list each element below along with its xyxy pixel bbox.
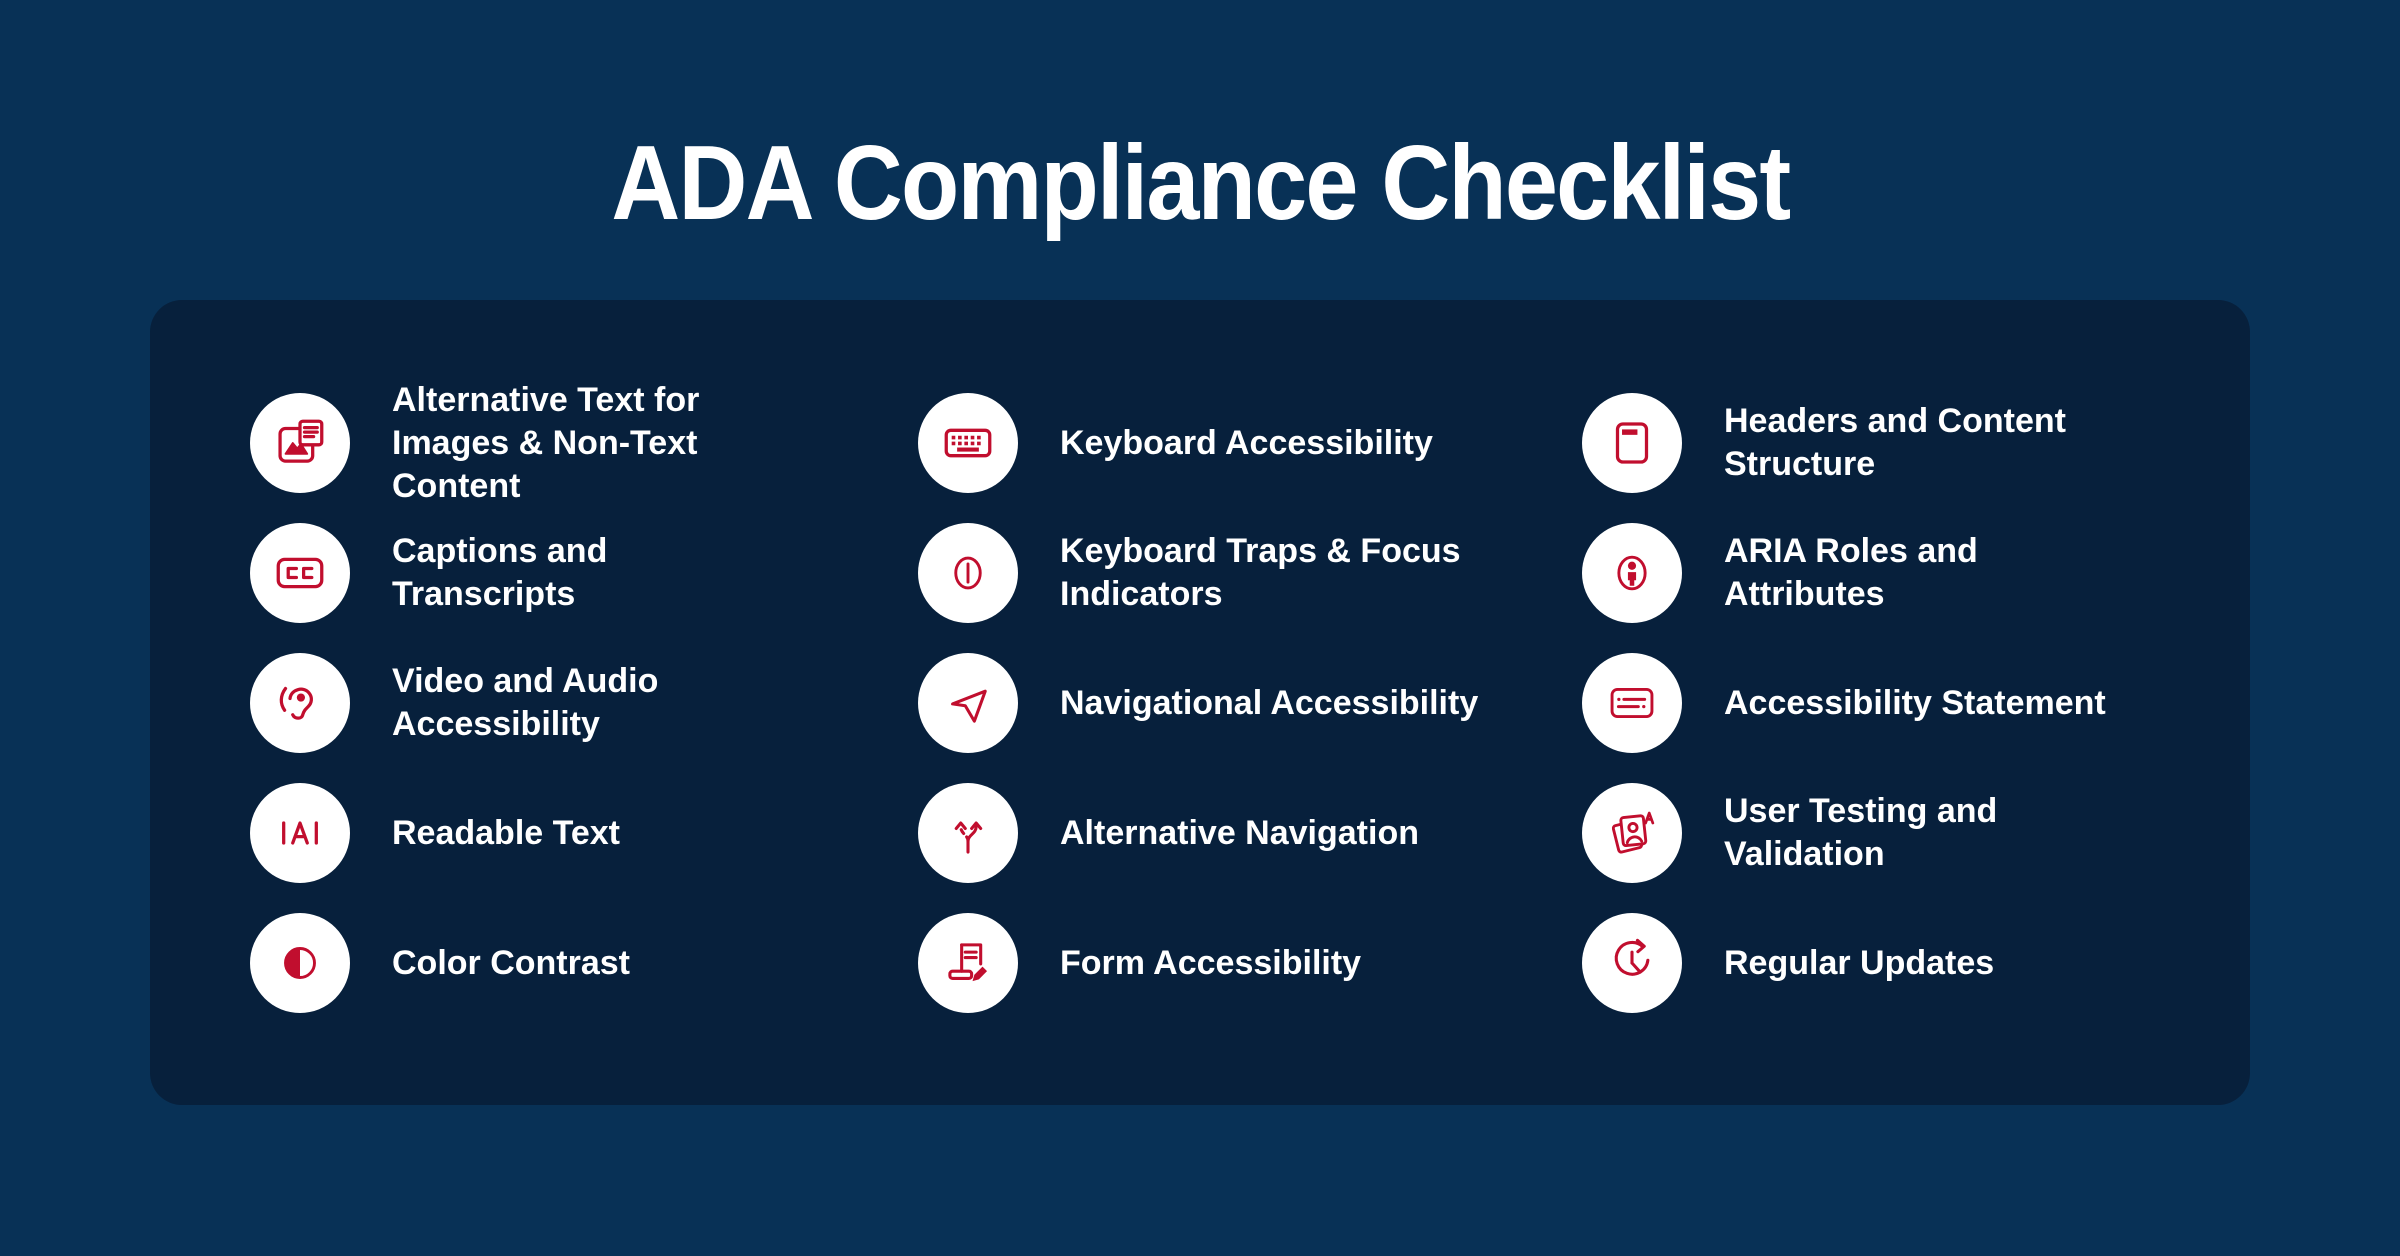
item-label: Alternative Text for Images & Non-Text Content: [392, 380, 700, 505]
checklist-item: [250, 768, 918, 898]
checklist-panel: [150, 300, 2250, 1105]
icon-circle: [250, 913, 350, 1013]
checklist-item: [250, 898, 918, 1028]
item-label: Alternative Navigation: [1060, 813, 1419, 852]
item-label: Accessibility Statement: [1724, 683, 2106, 722]
checklist-item: [918, 378, 1582, 508]
checklist-item: [918, 768, 1582, 898]
icon-circle: [1582, 783, 1682, 883]
image-alt-text-icon: [271, 414, 329, 472]
checklist-item: [1582, 768, 2210, 898]
icon-circle: [918, 783, 1018, 883]
checklist-item: [918, 898, 1582, 1028]
icon-circle: [918, 653, 1018, 753]
icon-circle: [1582, 653, 1682, 753]
item-label: Color Contrast: [392, 943, 630, 982]
icon-circle: [250, 783, 350, 883]
checklist-item: [918, 638, 1582, 768]
checklist-item: [250, 508, 918, 638]
navigation-arrow-icon: [939, 674, 997, 732]
icon-circle: [250, 653, 350, 753]
item-label: Video and Audio Accessibility: [392, 662, 659, 743]
header-structure-icon: [1603, 414, 1661, 472]
item-label: Captions and Transcripts: [392, 532, 608, 613]
checklist-item: [1582, 378, 2210, 508]
item-label: Form Accessibility: [1060, 943, 1362, 982]
page-title: ADA Compliance Checklist: [611, 124, 1789, 242]
item-label: Headers and Content Structure: [1724, 402, 2066, 483]
icon-circle: [1582, 913, 1682, 1013]
item-label: Regular Updates: [1724, 943, 1995, 982]
icon-circle: [250, 393, 350, 493]
item-label: Readable Text: [392, 813, 621, 852]
statement-card-icon: [1603, 674, 1661, 732]
item-label: Navigational Accessibility: [1060, 683, 1479, 722]
checklist-item: [918, 508, 1582, 638]
checklist-item: [250, 638, 918, 768]
checklist-grid: [150, 300, 2250, 1028]
icon-circle: [250, 523, 350, 623]
item-label: Keyboard Accessibility: [1060, 423, 1433, 462]
icon-circle: [918, 913, 1018, 1013]
checklist-item: [1582, 508, 2210, 638]
form-pencil-icon: [939, 934, 997, 992]
checklist-item: [1582, 898, 2210, 1028]
ear-icon: [271, 674, 329, 732]
captions-icon: [271, 544, 329, 602]
icon-circle: [1582, 393, 1682, 493]
item-label: Keyboard Traps & Focus Indicators: [1060, 532, 1461, 613]
item-label: ARIA Roles and Attributes: [1724, 532, 1978, 613]
focus-indicator-icon: [939, 544, 997, 602]
color-contrast-icon: [271, 934, 329, 992]
icon-circle: [918, 393, 1018, 493]
keyboard-icon: [939, 414, 997, 472]
aria-person-icon: [1603, 544, 1661, 602]
item-label: User Testing and Validation: [1724, 792, 1998, 873]
icon-circle: [1582, 523, 1682, 623]
user-testing-icon: [1603, 804, 1661, 862]
checklist-item: [1582, 638, 2210, 768]
icon-circle: [918, 523, 1018, 623]
branching-paths-icon: [939, 804, 997, 862]
title-wrap: [0, 124, 2400, 242]
checklist-item: [250, 378, 918, 508]
readable-text-icon: [271, 804, 329, 862]
clock-refresh-icon: [1603, 934, 1661, 992]
